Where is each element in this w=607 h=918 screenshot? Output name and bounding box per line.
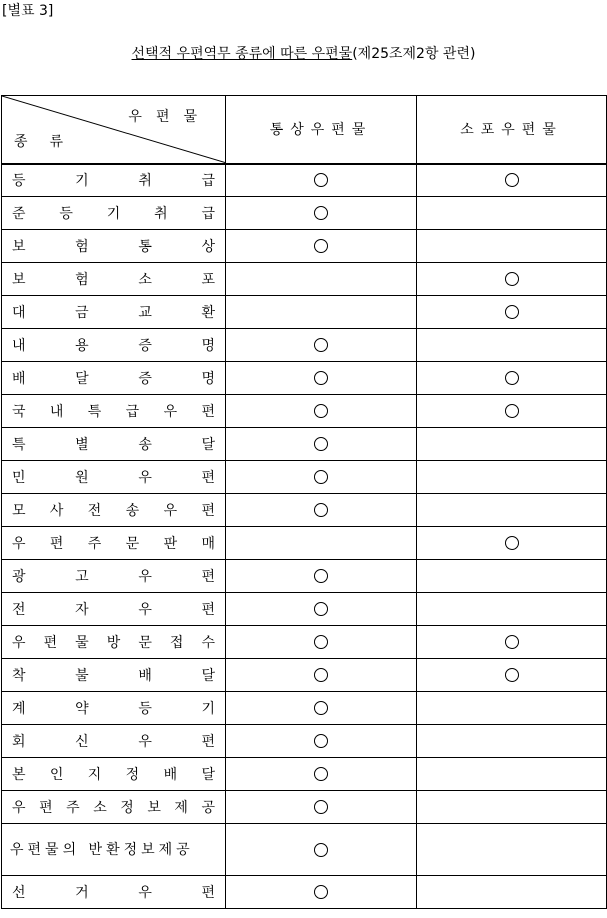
regular-mail-cell xyxy=(226,791,417,824)
table-row xyxy=(2,824,607,876)
circle-mark-icon xyxy=(314,503,328,517)
table-row xyxy=(2,395,607,428)
table-row xyxy=(2,560,607,593)
header-type-label: 종류 xyxy=(14,133,86,150)
regular-mail-cell xyxy=(226,263,417,296)
regular-mail-cell xyxy=(226,428,417,461)
table-row xyxy=(2,659,607,692)
table-row xyxy=(2,527,607,560)
regular-mail-cell xyxy=(226,593,417,626)
service-type-name: 배 달 증 명 xyxy=(12,371,215,387)
table-row xyxy=(2,362,607,395)
appendix-label: [별표 3] xyxy=(2,3,54,19)
parcel-mail-cell xyxy=(417,494,607,527)
service-type-name: 우 편 주 소 정 보 제 공 xyxy=(12,800,215,816)
parcel-mail-cell xyxy=(417,461,607,494)
parcel-mail-cell xyxy=(417,395,607,428)
circle-mark-icon xyxy=(505,371,519,385)
service-type-cell xyxy=(2,593,226,626)
service-type-name: 우 편 주 문 판 매 xyxy=(12,536,215,552)
regular-mail-cell xyxy=(226,824,417,876)
parcel-mail-cell xyxy=(417,296,607,329)
regular-mail-cell xyxy=(226,692,417,725)
regular-mail-cell xyxy=(226,626,417,659)
circle-mark-icon xyxy=(314,173,328,187)
service-type-cell xyxy=(2,428,226,461)
parcel-mail-cell xyxy=(417,659,607,692)
table-row xyxy=(2,494,607,527)
title-reference: (제25조제2항 관련) xyxy=(352,46,476,62)
service-type-name: 선 거 우 편 xyxy=(12,885,215,901)
table-row xyxy=(2,263,607,296)
parcel-mail-cell xyxy=(417,197,607,230)
regular-mail-cell xyxy=(226,329,417,362)
service-type-name: 대 금 교 환 xyxy=(12,305,215,321)
circle-mark-icon xyxy=(505,305,519,319)
regular-mail-cell xyxy=(226,758,417,791)
circle-mark-icon xyxy=(314,371,328,385)
title-main: 선택적 우편역무 종류에 따른 우편물 xyxy=(131,46,353,62)
table-row xyxy=(2,428,607,461)
table-row xyxy=(2,461,607,494)
service-type-cell xyxy=(2,461,226,494)
table-header-row xyxy=(2,96,607,164)
regular-mail-cell xyxy=(226,164,417,197)
service-type-name: 본 인 지 정 배 달 xyxy=(12,767,215,783)
parcel-mail-cell xyxy=(417,791,607,824)
parcel-mail-cell xyxy=(417,329,607,362)
service-type-name: 국 내 특 급 우 편 xyxy=(12,404,215,420)
document-title xyxy=(0,43,607,63)
circle-mark-icon xyxy=(314,437,328,451)
parcel-mail-cell xyxy=(417,758,607,791)
circle-mark-icon xyxy=(505,536,519,550)
table-row xyxy=(2,197,607,230)
service-type-cell xyxy=(2,362,226,395)
table-row xyxy=(2,230,607,263)
header-mail-label: 우편물 xyxy=(128,109,211,125)
circle-mark-icon xyxy=(314,800,328,814)
circle-mark-icon xyxy=(314,206,328,220)
service-type-cell xyxy=(2,197,226,230)
circle-mark-icon xyxy=(314,404,328,418)
service-type-name: 보 험 소 포 xyxy=(12,272,215,288)
parcel-mail-cell xyxy=(417,692,607,725)
service-type-cell xyxy=(2,263,226,296)
circle-mark-icon xyxy=(314,843,328,857)
table-row xyxy=(2,626,607,659)
table-row xyxy=(2,692,607,725)
service-type-name: 회 신 우 편 xyxy=(12,734,215,750)
diagonal-header-cell xyxy=(2,96,226,164)
regular-mail-cell xyxy=(226,725,417,758)
circle-mark-icon xyxy=(314,885,328,899)
service-type-name: 특 별 송 달 xyxy=(12,437,215,453)
service-type-cell xyxy=(2,560,226,593)
service-type-cell xyxy=(2,395,226,428)
table-row xyxy=(2,296,607,329)
circle-mark-icon xyxy=(314,668,328,682)
circle-mark-icon xyxy=(314,338,328,352)
regular-mail-cell xyxy=(226,197,417,230)
parcel-mail-cell xyxy=(417,824,607,876)
regular-mail-cell xyxy=(226,362,417,395)
parcel-mail-cell xyxy=(417,560,607,593)
service-type-name: 계 약 등 기 xyxy=(12,701,215,717)
regular-mail-cell xyxy=(226,461,417,494)
service-type-cell xyxy=(2,692,226,725)
header-parcel-mail: 소포우편물 xyxy=(417,96,607,164)
service-type-name: 등 기 취 급 xyxy=(12,173,215,190)
parcel-mail-cell xyxy=(417,428,607,461)
service-type-cell xyxy=(2,659,226,692)
regular-mail-cell xyxy=(226,296,417,329)
service-type-cell xyxy=(2,494,226,527)
postal-service-table xyxy=(1,95,607,909)
circle-mark-icon xyxy=(314,734,328,748)
service-type-cell xyxy=(2,527,226,560)
service-type-cell xyxy=(2,725,226,758)
service-type-cell xyxy=(2,791,226,824)
table-row xyxy=(2,758,607,791)
service-type-name: 전 자 우 편 xyxy=(12,602,215,618)
parcel-mail-cell xyxy=(417,164,607,197)
circle-mark-icon xyxy=(505,635,519,649)
service-type-cell xyxy=(2,876,226,909)
parcel-mail-cell xyxy=(417,527,607,560)
service-type-cell xyxy=(2,626,226,659)
table-row xyxy=(2,164,607,197)
service-type-name: 내 용 증 명 xyxy=(12,338,215,354)
service-type-name: 우 편 물 방 문 접 수 xyxy=(12,635,215,651)
parcel-mail-cell xyxy=(417,230,607,263)
service-type-cell xyxy=(2,758,226,791)
table-row xyxy=(2,725,607,758)
regular-mail-cell xyxy=(226,230,417,263)
regular-mail-cell xyxy=(226,494,417,527)
parcel-mail-cell xyxy=(417,626,607,659)
regular-mail-cell xyxy=(226,395,417,428)
service-type-cell xyxy=(2,230,226,263)
service-type-name: 준 등 기 취 급 xyxy=(12,206,215,222)
regular-mail-cell xyxy=(226,527,417,560)
parcel-mail-cell xyxy=(417,362,607,395)
circle-mark-icon xyxy=(314,569,328,583)
service-type-name: 착 불 배 달 xyxy=(12,668,215,684)
service-type-cell xyxy=(2,296,226,329)
regular-mail-cell xyxy=(226,876,417,909)
circle-mark-icon xyxy=(314,239,328,253)
parcel-mail-cell xyxy=(417,593,607,626)
circle-mark-icon xyxy=(314,635,328,649)
service-type-name: 민 원 우 편 xyxy=(12,470,215,486)
circle-mark-icon xyxy=(505,668,519,682)
service-type-name: 광 고 우 편 xyxy=(12,569,215,585)
regular-mail-cell xyxy=(226,659,417,692)
circle-mark-icon xyxy=(505,173,519,187)
table-row xyxy=(2,593,607,626)
service-type-cell xyxy=(2,329,226,362)
parcel-mail-cell xyxy=(417,725,607,758)
circle-mark-icon xyxy=(505,272,519,286)
table-row xyxy=(2,329,607,362)
service-type-cell xyxy=(2,164,226,197)
service-type-name: 보 험 통 상 xyxy=(12,239,215,255)
table-row xyxy=(2,876,607,909)
parcel-mail-cell xyxy=(417,263,607,296)
parcel-mail-cell xyxy=(417,876,607,909)
circle-mark-icon xyxy=(505,404,519,418)
circle-mark-icon xyxy=(314,701,328,715)
header-regular-mail: 통상우편물 xyxy=(226,96,417,164)
regular-mail-cell xyxy=(226,560,417,593)
circle-mark-icon xyxy=(314,470,328,484)
table-row xyxy=(2,791,607,824)
service-type-name: 모 사 전 송 우 편 xyxy=(12,503,215,519)
service-type-cell: 우편물의 반환정보제공 xyxy=(2,824,226,876)
circle-mark-icon xyxy=(314,767,328,781)
circle-mark-icon xyxy=(314,602,328,616)
